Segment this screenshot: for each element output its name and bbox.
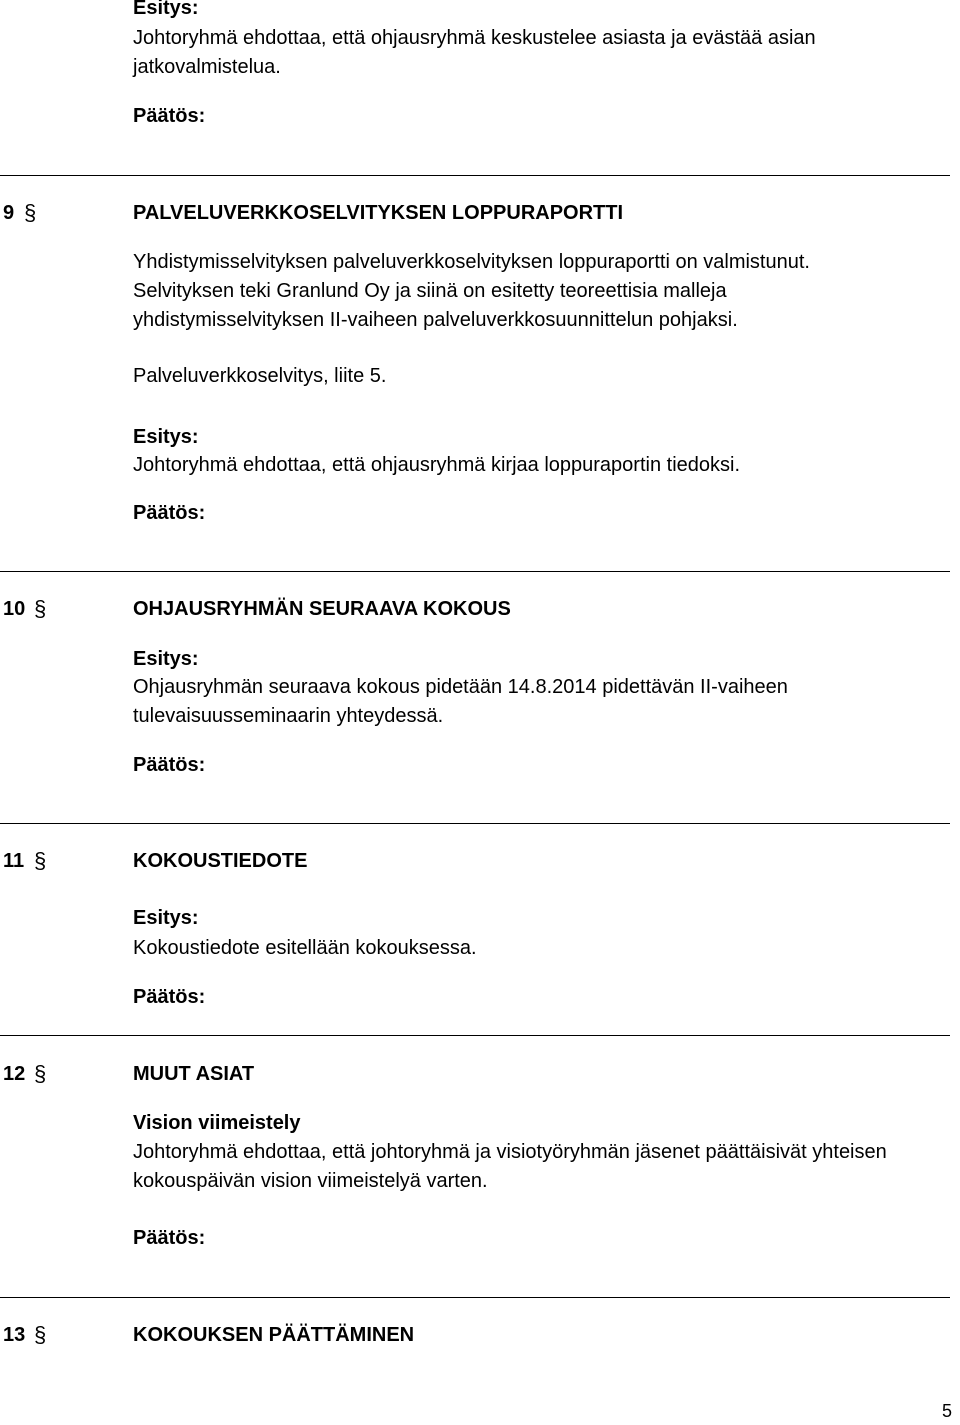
- proposal-text: jatkovalmistelua.: [133, 56, 281, 78]
- item-number: 10: [3, 598, 26, 620]
- section-sign: §: [34, 596, 47, 621]
- section-sign: §: [34, 1061, 47, 1086]
- section-sign: §: [34, 1322, 47, 1347]
- item-number: 13: [3, 1324, 26, 1346]
- section-divider: [0, 175, 950, 176]
- esitys-label: Esitys:: [133, 648, 199, 670]
- section-sign: §: [24, 200, 37, 225]
- proposal-text: tulevaisuusseminaarin yhteydessä.: [133, 705, 444, 727]
- proposal-text: Ohjausryhmän seuraava kokous pidetään 14.8.2014 pidettävän II-vaiheen: [133, 676, 788, 698]
- paatos-label: Päätös:: [133, 754, 206, 776]
- esitys-label: Esitys:: [133, 426, 199, 448]
- paatos-label: Päätös:: [133, 1227, 206, 1249]
- item-title: OHJAUSRYHMÄN SEURAAVA KOKOUS: [133, 598, 511, 620]
- proposal-text: Kokoustiedote esitellään kokouksessa.: [133, 937, 477, 959]
- item-title: PALVELUVERKKOSELVITYKSEN LOPPURAPORTTI: [133, 202, 624, 224]
- body-text: Selvityksen teki Granlund Oy ja siinä on esitetty teoreettisia malleja: [133, 280, 727, 302]
- attachment-reference: Palveluverkkoselvitys, liite 5.: [133, 365, 387, 387]
- body-text: Johtoryhmä ehdottaa, että johtoryhmä ja visiotyöryhmän jäsenet päättäisivät yhteisen: [133, 1141, 887, 1163]
- section-sign: §: [34, 848, 47, 873]
- item-number: 9: [3, 202, 15, 224]
- paatos-label: Päätös:: [133, 105, 206, 127]
- body-text: Yhdistymisselvityksen palveluverkkoselvityksen loppuraportti on valmistunut.: [133, 251, 810, 273]
- item-title: MUUT ASIAT: [133, 1063, 255, 1085]
- section-divider: [0, 1035, 950, 1036]
- body-text: yhdistymisselvityksen II-vaiheen palveluverkkosuunnittelun pohjaksi.: [133, 309, 738, 331]
- section-divider: [0, 571, 950, 572]
- item-number: 11: [3, 850, 25, 872]
- item-number: 12: [3, 1063, 26, 1085]
- proposal-text: Johtoryhmä ehdottaa, että ohjausryhmä kirjaa loppuraportin tiedoksi.: [133, 454, 741, 476]
- subheading: Vision viimeistely: [133, 1112, 301, 1134]
- proposal-text: Johtoryhmä ehdottaa, että ohjausryhmä keskustelee asiasta ja evästää asian: [133, 27, 816, 49]
- item-title: KOKOUKSEN PÄÄTTÄMINEN: [133, 1324, 415, 1346]
- esitys-label: Esitys:: [133, 907, 199, 929]
- section-divider: [0, 823, 950, 824]
- paatos-label: Päätös:: [133, 502, 206, 524]
- body-text: kokouspäivän vision viimeistelyä varten.: [133, 1170, 488, 1192]
- item-title: KOKOUSTIEDOTE: [133, 850, 308, 872]
- paatos-label: Päätös:: [133, 986, 206, 1008]
- esitys-label: Esitys:: [133, 0, 199, 19]
- page-number: 5: [941, 1401, 952, 1421]
- section-divider: [0, 1297, 950, 1298]
